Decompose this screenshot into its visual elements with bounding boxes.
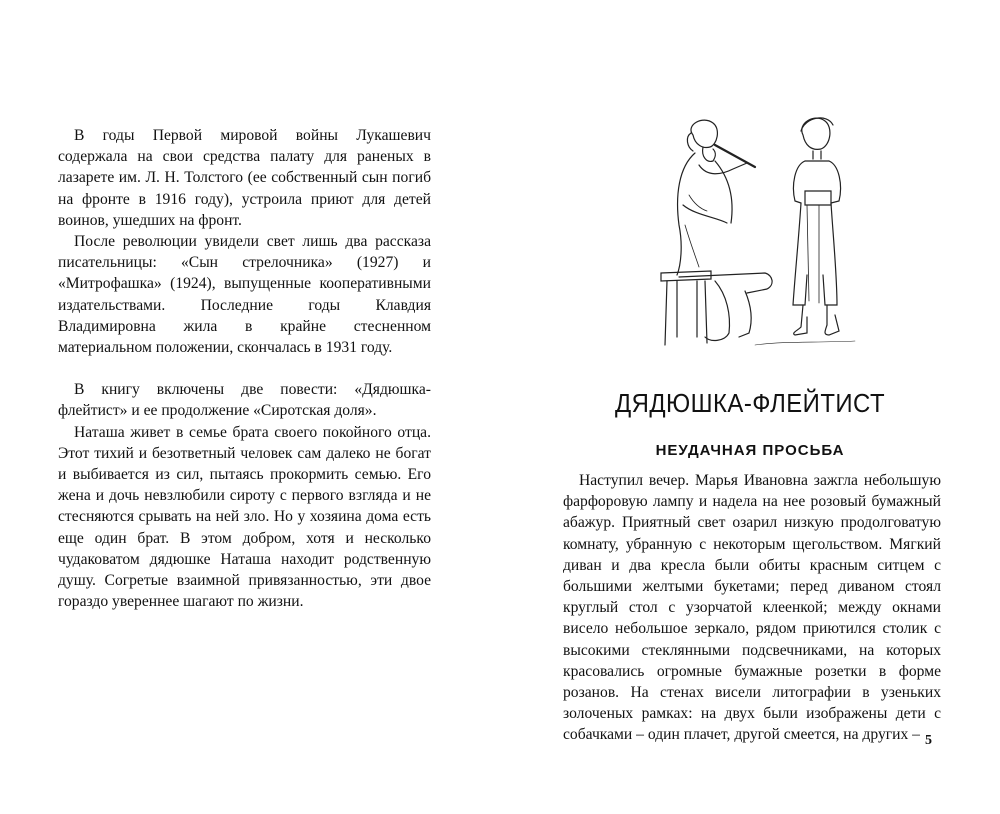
paragraph: Наташа живет в семье брата своего покойного отца. Этот тихий и безответный человек сам далеко не богат и выбивается из сил, пытаясь прокормить семью. Его жена и дочь невзлюбили сироту с первого взгляда и не стесняются срывать на ней зло. Но у хозяина дома есть еще один брат. В этом добром, хотя и несколько чудаковатом дядюшке Наташа находит родственную душу. Согретые взаимной привязанностью, эти двое гораздо увереннее шагают по жизни. bbox=[58, 423, 431, 611]
left-text-column bbox=[58, 125, 431, 612]
paragraph: В годы Первой мировой войны Лукашевич содержала на свои средства палату для раненых в лазарете им. Л. Н. Толстого (ее собственный сын погиб на фронте в 1916 году), устроила приют для детей воинов, ушедших на фронт. bbox=[58, 127, 431, 229]
paragraph: В книгу включены две повести: «Дядюшка-флейтист» и ее продолжение «Сиротская доля». bbox=[58, 381, 431, 420]
right-text-column bbox=[563, 470, 941, 746]
paragraph: Наступил вечер. Марья Ивановна зажгла небольшую фарфоровую лампу и надела на нее розовый бумажный абажур. Приятный свет озарил низкую продолговатую комнату, убранную с некоторым щегольством. Мягкий диван и два кресла были обиты красным ситцем с большими желтыми букетами; перед диваном стоял круглый стол с узорчатой клеенкой; между окнами висело небольшое зеркало, рядом приютился столик с высокими стеклянными подсвечниками, на которых красовались огромные бумажные розетки в форме розанов. На стенах висели литографии в узеньких золоченых рамках: на двух были изображены дети с собачками – один плачет, другой смеется, на других – bbox=[563, 472, 941, 744]
flutist-illustration bbox=[655, 105, 875, 355]
chapter-title: НЕУДАЧНАЯ ПРОСЬБА bbox=[655, 442, 845, 459]
paragraph: После революции увидели свет лишь два рассказа писательницы: «Сын стрелочника» (1927) и «Митрофашка» (1924), выпущенные кооперативными издательствами. Последние годы Клавдия Владимировна жила в крайне стесненном материальном положении, скончалась в 1931 году. bbox=[58, 233, 431, 357]
page-number: 5 bbox=[925, 733, 932, 748]
story-title: ДЯДЮШКА-ФЛЕЙТИСТ bbox=[614, 388, 886, 418]
